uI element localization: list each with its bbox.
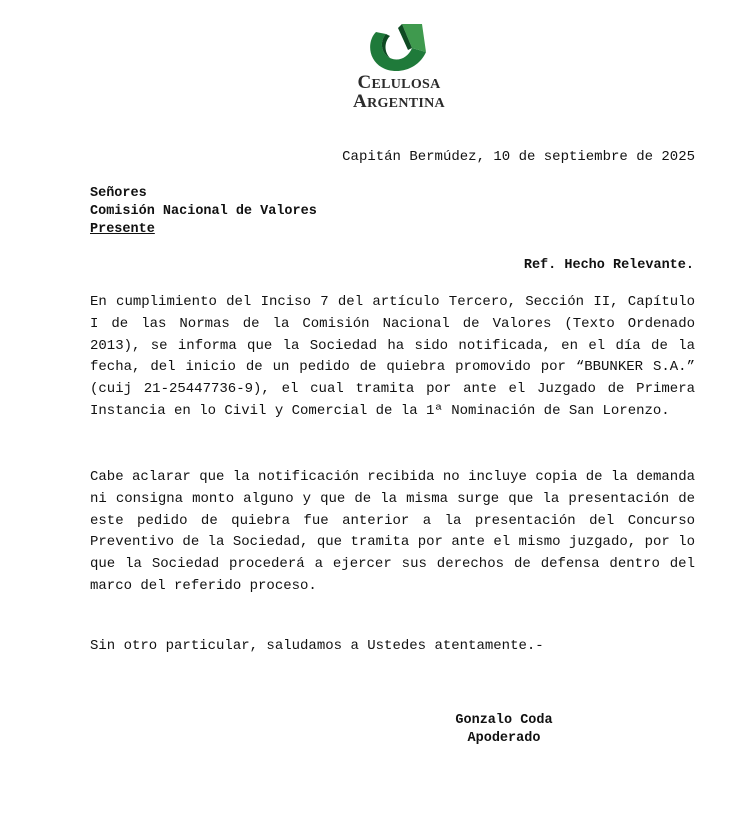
addressee-organization: Comisión Nacional de Valores [90,204,317,219]
signatory-name: Gonzalo Coda [455,713,553,728]
body-paragraph-2: Cabe aclarar que la notificación recibida no incluye copia de la demanda ni consigna monto alguno y que de la misma surge que la presentación de este pedido de quiebra fue anterior a la presentación del Concurso Preventivo de la Sociedad, que tramita por ante el mismo juzgado, por lo que la Sociedad procederá a ejercer sus derechos de defensa dentro del marco del referido proceso. [90,469,695,594]
signature-block [440,712,568,748]
logo-line-1: CELULOSA [357,72,441,93]
closing-line: Sin otro particular, saludamos a Ustedes atentamente.- [90,638,544,654]
addressee-salutation: Señores [90,186,147,201]
body-paragraph-1: En cumplimiento del Inciso 7 del artículo Tercero, Sección II, Capítulo I de las Normas de la Comisión Nacional de Valores (Texto Ordenado 2013), se informa que la Sociedad ha sido notificada, en el día de la fecha, del inicio de un pedido de quiebra promovido por “BBUNKER S.A.” (cuij 21-25447736-9), el cual tramita por ante el Juzgado de Primera Instancia en lo Civil y Comercial de la 1ª Nominación de San Lorenzo. [90,294,695,419]
company-logo [334,22,464,112]
letter-date: Capitán Bermúdez, 10 de septiembre de 2025 [342,149,695,165]
logo-wordmark [334,74,464,112]
logo-line-2: ARGENTINA [353,91,445,112]
addressee-presente: Presente [90,222,155,237]
celulosa-logo-icon [364,22,434,74]
signatory-title: Apoderado [467,731,541,746]
reference-line: Ref. Hecho Relevante. [523,258,694,273]
addressee-block [90,185,317,239]
